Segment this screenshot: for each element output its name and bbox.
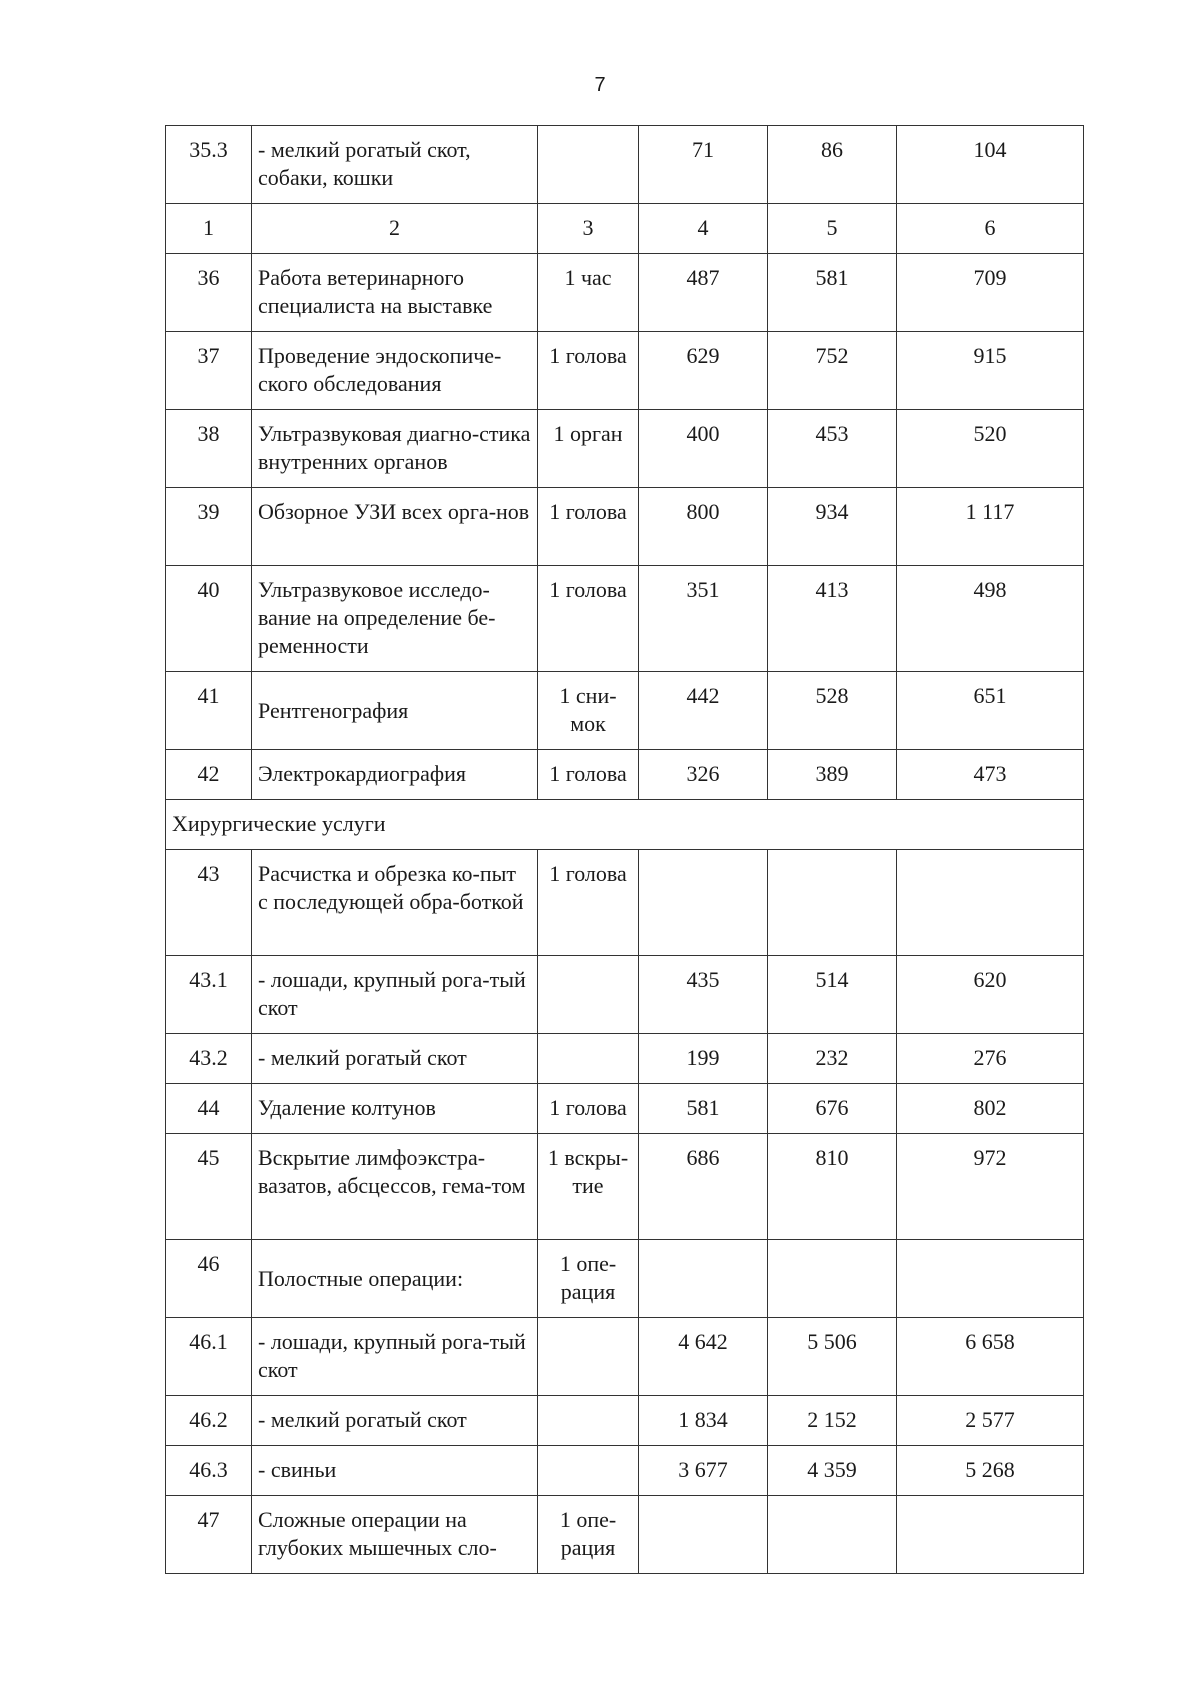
price-col-5: 810	[768, 1134, 897, 1240]
table-row	[166, 254, 1084, 332]
unit-of-measure: 1 опе-рация	[538, 1496, 639, 1574]
service-name: Ультразвуковое исследо-вание на определение бе-ременности	[252, 566, 538, 672]
price-col-4: 487	[639, 254, 768, 332]
unit-of-measure	[538, 956, 639, 1034]
row-number: 43.1	[166, 956, 252, 1034]
row-number: 45	[166, 1134, 252, 1240]
row-number: 43.2	[166, 1034, 252, 1084]
price-col-4: 1 834	[639, 1396, 768, 1446]
price-col-6: 276	[897, 1034, 1084, 1084]
row-number: 35.3	[166, 126, 252, 204]
column-number-row	[166, 204, 1084, 254]
column-number: 1	[166, 204, 252, 254]
unit-of-measure: 1 час	[538, 254, 639, 332]
price-col-5: 2 152	[768, 1396, 897, 1446]
price-col-5: 528	[768, 672, 897, 750]
price-col-5: 413	[768, 566, 897, 672]
price-col-5: 752	[768, 332, 897, 410]
price-col-5: 514	[768, 956, 897, 1034]
unit-of-measure	[538, 1034, 639, 1084]
service-name: Ультразвуковая диагно-стика внутренних органов	[252, 410, 538, 488]
price-col-5	[768, 1496, 897, 1574]
price-col-6: 620	[897, 956, 1084, 1034]
price-col-6: 473	[897, 750, 1084, 800]
price-col-4	[639, 1240, 768, 1318]
service-name: Проведение эндоскопиче-ского обследования	[252, 332, 538, 410]
price-col-6: 2 577	[897, 1396, 1084, 1446]
price-col-5: 4 359	[768, 1446, 897, 1496]
price-col-6: 651	[897, 672, 1084, 750]
service-name: Полостные операции:	[252, 1240, 538, 1318]
service-name: - мелкий рогатый скот	[252, 1396, 538, 1446]
service-name: - мелкий рогатый скот, собаки, кошки	[252, 126, 538, 204]
unit-of-measure: 1 голова	[538, 1084, 639, 1134]
table-row	[166, 410, 1084, 488]
unit-of-measure: 1 опе-рация	[538, 1240, 639, 1318]
price-col-4: 351	[639, 566, 768, 672]
price-col-5	[768, 850, 897, 956]
service-name: Расчистка и обрезка ко-пыт с последующей обра-боткой	[252, 850, 538, 956]
row-number: 36	[166, 254, 252, 332]
column-number: 4	[639, 204, 768, 254]
row-number: 46.2	[166, 1396, 252, 1446]
row-number: 44	[166, 1084, 252, 1134]
table-row	[166, 126, 1084, 204]
price-col-4: 581	[639, 1084, 768, 1134]
price-col-6: 6 658	[897, 1318, 1084, 1396]
price-col-5: 389	[768, 750, 897, 800]
price-col-5	[768, 1240, 897, 1318]
unit-of-measure: 1 голова	[538, 488, 639, 566]
price-col-4	[639, 1496, 768, 1574]
price-col-4: 400	[639, 410, 768, 488]
price-col-6: 520	[897, 410, 1084, 488]
price-col-4	[639, 850, 768, 956]
table-row	[166, 750, 1084, 800]
unit-of-measure	[538, 126, 639, 204]
unit-of-measure: 1 вскры-тие	[538, 1134, 639, 1240]
price-col-5: 232	[768, 1034, 897, 1084]
price-col-4: 326	[639, 750, 768, 800]
table-row	[166, 850, 1084, 956]
price-col-5: 581	[768, 254, 897, 332]
row-number: 47	[166, 1496, 252, 1574]
service-name: Рентгенография	[252, 672, 538, 750]
service-name: - лошади, крупный рога-тый скот	[252, 956, 538, 1034]
price-col-4: 4 642	[639, 1318, 768, 1396]
table-row	[166, 1034, 1084, 1084]
service-name: Электрокардиография	[252, 750, 538, 800]
row-number: 38	[166, 410, 252, 488]
price-col-6: 104	[897, 126, 1084, 204]
price-col-4: 199	[639, 1034, 768, 1084]
row-number: 43	[166, 850, 252, 956]
price-col-6: 498	[897, 566, 1084, 672]
price-col-6: 5 268	[897, 1446, 1084, 1496]
table-row	[166, 1084, 1084, 1134]
row-number: 41	[166, 672, 252, 750]
price-col-4: 3 677	[639, 1446, 768, 1496]
service-name: Вскрытие лимфоэкстра-вазатов, абсцессов, гема-том	[252, 1134, 538, 1240]
service-name: - лошади, крупный рога-тый скот	[252, 1318, 538, 1396]
price-table	[165, 125, 1084, 1574]
unit-of-measure: 1 голова	[538, 332, 639, 410]
table-row	[166, 566, 1084, 672]
table-row	[166, 1134, 1084, 1240]
price-col-4: 686	[639, 1134, 768, 1240]
service-name: - свиньи	[252, 1446, 538, 1496]
price-col-5: 453	[768, 410, 897, 488]
table-row	[166, 672, 1084, 750]
page-number: 7	[594, 74, 606, 96]
table-row	[166, 1318, 1084, 1396]
unit-of-measure: 1 голова	[538, 750, 639, 800]
price-col-4: 435	[639, 956, 768, 1034]
column-number: 5	[768, 204, 897, 254]
service-name: Обзорное УЗИ всех орга-нов	[252, 488, 538, 566]
price-col-6	[897, 850, 1084, 956]
table-row	[166, 1396, 1084, 1446]
table-row	[166, 488, 1084, 566]
service-name: - мелкий рогатый скот	[252, 1034, 538, 1084]
unit-of-measure: 1 сни-мок	[538, 672, 639, 750]
price-col-5: 5 506	[768, 1318, 897, 1396]
price-col-6: 915	[897, 332, 1084, 410]
price-col-4: 800	[639, 488, 768, 566]
unit-of-measure: 1 голова	[538, 850, 639, 956]
section-heading: Хирургические услуги	[166, 800, 1084, 850]
table-row	[166, 1240, 1084, 1318]
service-name: Удаление колтунов	[252, 1084, 538, 1134]
row-number: 46	[166, 1240, 252, 1318]
row-number: 46.1	[166, 1318, 252, 1396]
unit-of-measure: 1 голова	[538, 566, 639, 672]
price-col-6	[897, 1240, 1084, 1318]
service-name: Работа ветеринарного специалиста на выставке	[252, 254, 538, 332]
table-row	[166, 1446, 1084, 1496]
price-col-6: 802	[897, 1084, 1084, 1134]
row-number: 42	[166, 750, 252, 800]
row-number: 39	[166, 488, 252, 566]
table-row	[166, 332, 1084, 410]
price-col-5: 676	[768, 1084, 897, 1134]
price-col-6: 972	[897, 1134, 1084, 1240]
unit-of-measure	[538, 1318, 639, 1396]
price-col-4: 442	[639, 672, 768, 750]
price-col-6: 1 117	[897, 488, 1084, 566]
column-number: 6	[897, 204, 1084, 254]
table-row	[166, 956, 1084, 1034]
row-number: 46.3	[166, 1446, 252, 1496]
row-number: 40	[166, 566, 252, 672]
service-name: Сложные операции на глубоких мышечных сло-	[252, 1496, 538, 1574]
price-col-4: 71	[639, 126, 768, 204]
column-number: 2	[252, 204, 538, 254]
unit-of-measure	[538, 1446, 639, 1496]
column-number: 3	[538, 204, 639, 254]
unit-of-measure	[538, 1396, 639, 1446]
section-row	[166, 800, 1084, 850]
price-col-6	[897, 1496, 1084, 1574]
price-col-4: 629	[639, 332, 768, 410]
unit-of-measure: 1 орган	[538, 410, 639, 488]
table-row	[166, 1496, 1084, 1574]
price-col-5: 86	[768, 126, 897, 204]
price-col-6: 709	[897, 254, 1084, 332]
row-number: 37	[166, 332, 252, 410]
price-col-5: 934	[768, 488, 897, 566]
